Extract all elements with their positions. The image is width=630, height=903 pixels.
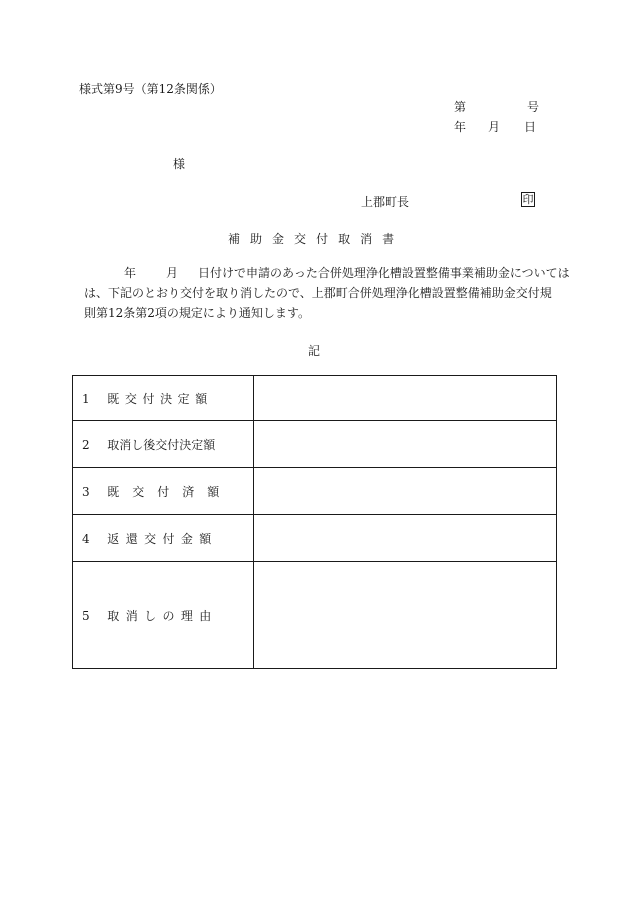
item-number: 3 [82, 484, 90, 499]
item-number: 2 [82, 437, 90, 452]
body-line1: 日付けで申請のあった合併処理浄化槽設置整備事業補助金については [198, 266, 570, 280]
item-label-char: 既 [107, 484, 120, 499]
form-number: 様式第9号（第12条関係） [79, 82, 222, 96]
body-text [84, 263, 570, 323]
item-label-char: 額 [207, 484, 220, 499]
item-label-cell [73, 468, 254, 515]
item-label-char: 交 [144, 531, 157, 546]
item-value-cell [254, 468, 557, 515]
document-number-suffix: 号 [527, 100, 540, 114]
item-label-char: 付 [162, 531, 175, 546]
seal-mark: 印 [522, 193, 534, 206]
item-label-char: 返 [107, 531, 120, 546]
body-line2: は、下記のとおり交付を取り消したので、上郡町合併処理浄化槽設置整備補助金交付規 [84, 286, 552, 300]
date-day-label: 日 [524, 120, 537, 134]
item-number: 1 [82, 391, 90, 406]
item-label-char: 由 [199, 608, 212, 623]
item-label-char: の [162, 608, 175, 623]
title-char: 取 [338, 232, 361, 246]
item-label-char: 交 [124, 391, 137, 406]
ki-heading: 記 [308, 344, 321, 358]
table-row [73, 468, 557, 515]
item-label-char: 付 [142, 391, 155, 406]
item-label-char: 額 [199, 531, 212, 546]
item-label [107, 530, 211, 547]
item-label-char: 済 [182, 484, 195, 499]
item-label-char: 定 [177, 391, 190, 406]
item-label-char: 付 [157, 484, 170, 499]
item-value-cell [254, 376, 557, 421]
item-label-char: 理 [180, 608, 193, 623]
item-value-cell [254, 515, 557, 562]
table-row [73, 376, 557, 421]
title-char: 消 [360, 232, 383, 246]
item-label: 取消し後交付決定額 [107, 437, 216, 452]
body-year-label: 年 [124, 266, 137, 280]
item-label-cell [73, 515, 254, 562]
item-label-char: 金 [180, 531, 193, 546]
item-label-char: 決 [160, 391, 173, 406]
date-year-label: 年 [454, 120, 467, 134]
item-number: 4 [82, 531, 90, 546]
body-month-label: 月 [166, 266, 179, 280]
title-char: 金 [272, 232, 295, 246]
title-char: 助 [250, 232, 273, 246]
item-label-cell [73, 562, 254, 669]
item-label [107, 390, 207, 407]
table-row [73, 421, 557, 468]
item-label-char: 既 [107, 391, 120, 406]
table-row [73, 562, 557, 669]
addressee-honorific: 様 [173, 157, 186, 171]
item-label-cell [73, 376, 254, 421]
title-char: 書 [382, 232, 405, 246]
item-value-cell [254, 562, 557, 669]
title-char: 補 [228, 232, 251, 246]
item-number: 5 [82, 608, 90, 623]
item-value-cell [254, 421, 557, 468]
title-char: 付 [316, 232, 339, 246]
item-label-char: し [144, 608, 157, 623]
item-label-char: 消 [125, 608, 138, 623]
document-number-prefix: 第 [454, 100, 467, 114]
item-label-cell [73, 421, 254, 468]
title-char: 交 [294, 232, 317, 246]
items-table [72, 375, 557, 669]
table-row [73, 515, 557, 562]
item-label-char: 額 [195, 391, 208, 406]
item-label [107, 607, 211, 624]
issuer-name: 上郡町長 [361, 195, 410, 209]
body-line3: 則第12条第2項の規定により通知します。 [84, 306, 310, 320]
item-label [107, 483, 219, 500]
date-month-label: 月 [488, 120, 501, 134]
item-label-char: 還 [125, 531, 138, 546]
item-label-char: 交 [132, 484, 145, 499]
item-label-char: 取 [107, 608, 120, 623]
document-title [228, 230, 404, 247]
